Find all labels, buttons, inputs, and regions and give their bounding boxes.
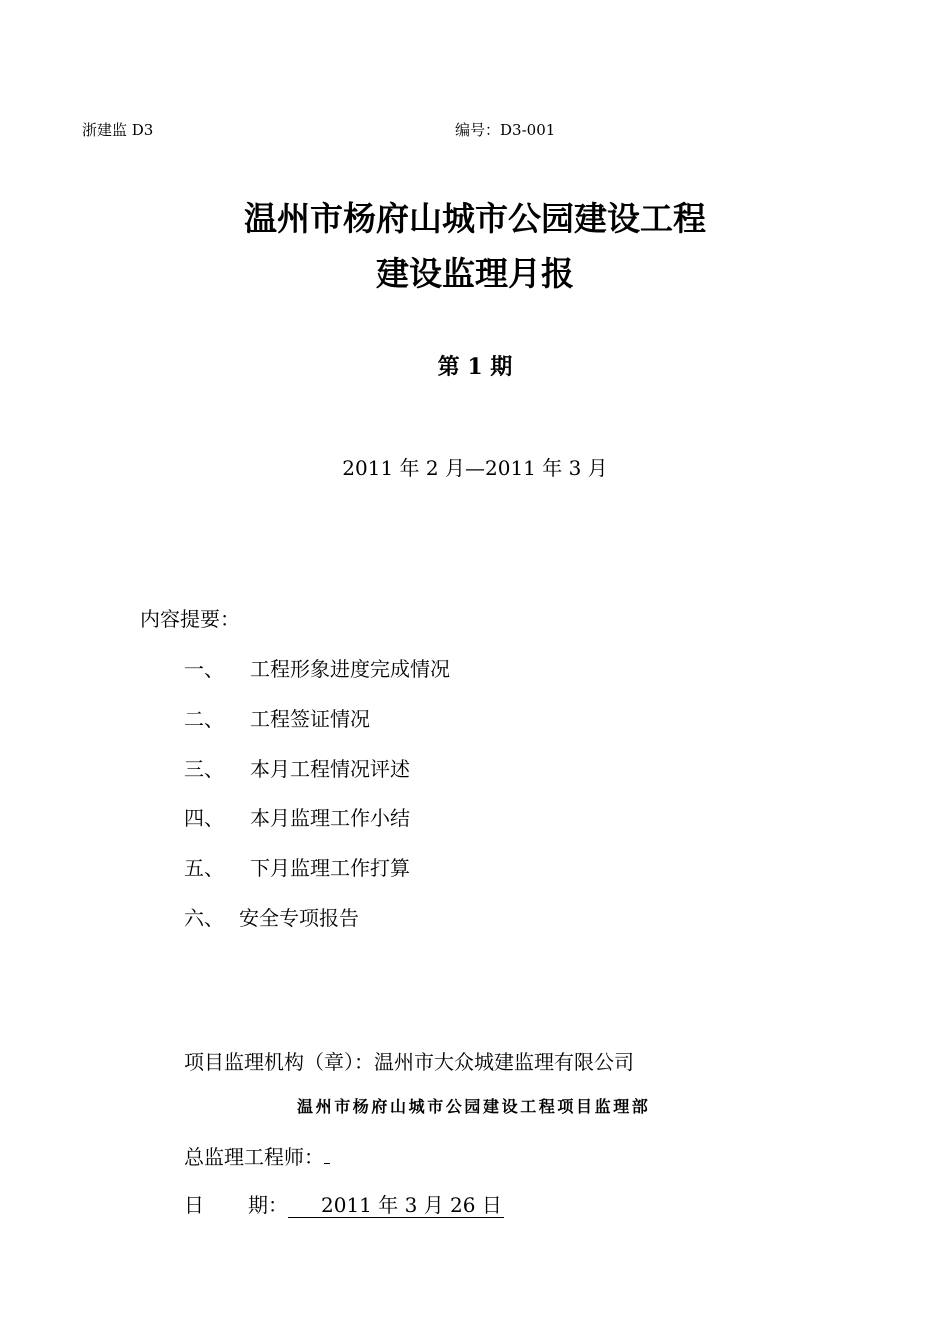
date-label-char: 日	[184, 1193, 204, 1217]
chief-engineer-label: 总监理工程师：	[184, 1145, 324, 1169]
organization-label: 项目监理机构（章）：	[184, 1050, 374, 1074]
summary-item	[184, 653, 584, 679]
summary-item-number: 六、	[184, 906, 224, 930]
summary-item-number: 五、	[184, 856, 224, 880]
summary-item-text: 工程签证情况	[250, 707, 370, 731]
serial-label: 编号：	[455, 121, 501, 139]
report-date	[184, 1189, 504, 1218]
summary-item-text: 工程形象进度完成情况	[250, 657, 450, 681]
organization-name: 温州市大众城建监理有限公司	[374, 1050, 634, 1074]
summary-item-number: 一、	[184, 657, 224, 681]
summary-label: 内容提要：	[140, 607, 240, 631]
date-label	[184, 1189, 288, 1218]
summary-item	[184, 753, 584, 779]
summary-item	[184, 902, 584, 928]
report-period: 2011 年 2 月—2011 年 3 月	[342, 456, 608, 480]
summary-item-text: 下月监理工作打算	[250, 856, 410, 880]
date-value: 2011 年 3 月 26 日	[288, 1193, 504, 1218]
summary-item-text: 安全专项报告	[239, 906, 359, 930]
supervision-organization	[184, 1046, 634, 1075]
date-label-char: 期：	[248, 1193, 288, 1217]
project-department: 温州市杨府山城市公园建设工程项目监理部	[297, 1097, 651, 1116]
summary-item	[184, 802, 584, 828]
serial-value: D3-001	[500, 121, 556, 139]
issue-number: 第 1 期	[437, 354, 513, 380]
report-title-project: 温州市杨府山城市公园建设工程	[244, 199, 706, 238]
report-title-type: 建设监理月报	[376, 254, 574, 293]
serial-number	[455, 119, 555, 140]
summary-item-text: 本月监理工作小结	[250, 806, 410, 830]
summary-item	[184, 852, 584, 878]
chief-engineer-signature-blank	[324, 1145, 330, 1164]
chief-engineer	[184, 1141, 330, 1170]
summary-item	[184, 703, 584, 729]
summary-item-text: 本月工程情况评述	[250, 757, 410, 781]
form-code: 浙建监 D3	[82, 121, 154, 139]
summary-item-number: 三、	[184, 757, 224, 781]
summary-item-number: 二、	[184, 707, 224, 731]
summary-item-number: 四、	[184, 806, 224, 830]
